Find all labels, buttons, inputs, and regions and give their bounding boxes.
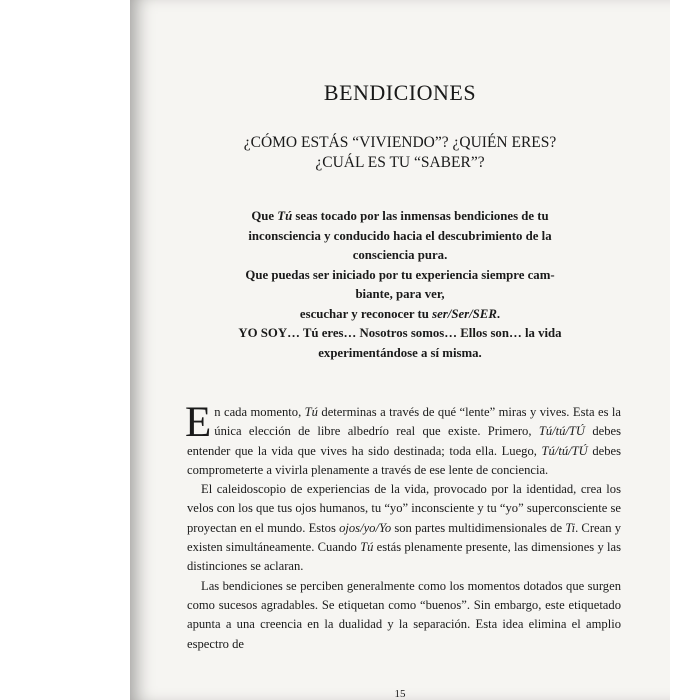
scan-background-right — [670, 0, 700, 700]
body-paragraph — [187, 480, 621, 576]
body-run: n cada momento, — [214, 405, 305, 419]
chapter-subtitle — [130, 133, 670, 173]
body-run: . Crean y existen simultáneamente. Cuando — [187, 520, 622, 555]
blessing-line — [190, 207, 610, 227]
body-emphasis: Tú/tú/TÚ — [538, 424, 586, 439]
blessing-line: YO SOY… Tú eres… Nosotros somos… Ellos son… la vida — [238, 326, 562, 340]
body-emphasis: Tú — [304, 405, 318, 419]
blessing-line: inconsciencia y conducido hacia el descubrimiento de la — [248, 228, 552, 243]
blessing-emphasis: Tú — [277, 209, 293, 223]
book-page — [130, 0, 670, 700]
body-text — [185, 399, 622, 654]
body-run: El caleidoscopio de experiencias de la vida, provocado por la identidad, crea los velos con los que tus ojos humanos, tu “yo” inconsciente y tu “yo” superconsciente se proyectan en el mundo. Estos — [187, 482, 621, 535]
blessing-text: escuchar y reconocer tu — [299, 306, 433, 321]
body-emphasis: Ti — [565, 520, 576, 535]
blessing-line — [190, 305, 610, 325]
page-number: 15 — [394, 688, 406, 700]
body-emphasis: ojos/yo/Yo — [339, 520, 392, 535]
body-run: estás plenamente presente, las dimensiones y las distinciones se aclaran. — [187, 540, 621, 574]
body-run: debes entender que la vida que vives ha sido destinada; toda ella. Luego, — [187, 424, 621, 458]
body-run: debes comprometerte a vivirla plenamente a través de ese lente de conciencia. — [187, 443, 622, 477]
blessing-text: Que — [251, 209, 278, 223]
blessing-text: seas tocado por las inmensas bendiciones de tu — [292, 209, 549, 223]
subtitle-line: ¿CUÁL ES TU “SABER”? — [315, 154, 485, 171]
blessing-line: experimentándose a sí misma. — [318, 345, 482, 360]
blessing-line: biante, para ver, — [355, 287, 445, 301]
blessing-line: Que puedas ser iniciado por tu experiencia siempre cam- — [245, 267, 555, 282]
blessing-line: consciencia pura. — [352, 248, 448, 262]
body-paragraph — [187, 577, 621, 654]
blessing-emphasis: ser/Ser/SER — [432, 306, 497, 321]
scan-background-left — [0, 0, 130, 700]
body-paragraph — [185, 399, 622, 480]
blessing-paragraph — [190, 207, 610, 363]
body-run: determinas a través de qué “lente” miras y vives. Esta es la única elección de libre albedrío real que existe. Primero, — [214, 405, 622, 439]
body-run: Las bendiciones se perciben generalmente como los momentos dotados que surgen como sucesos agradables. Se etiquetan como “buenos”. Sin embargo, este etiquetado apunta a una creencia en la dualidad y la separación. Esta idea elimina el amplio espectro de — [187, 578, 621, 651]
drop-cap: E — [185, 399, 212, 446]
subtitle-line: ¿CÓMO ESTÁS “VIVIENDO”? ¿QUIÉN ERES? — [243, 134, 557, 151]
chapter-title: BENDICIONES — [323, 80, 477, 105]
body-emphasis: Tú/tú/TÚ — [541, 443, 588, 458]
body-emphasis: Tú — [360, 540, 374, 555]
body-run: son partes multidimensionales de — [391, 520, 566, 535]
blessing-text: . — [496, 306, 501, 321]
